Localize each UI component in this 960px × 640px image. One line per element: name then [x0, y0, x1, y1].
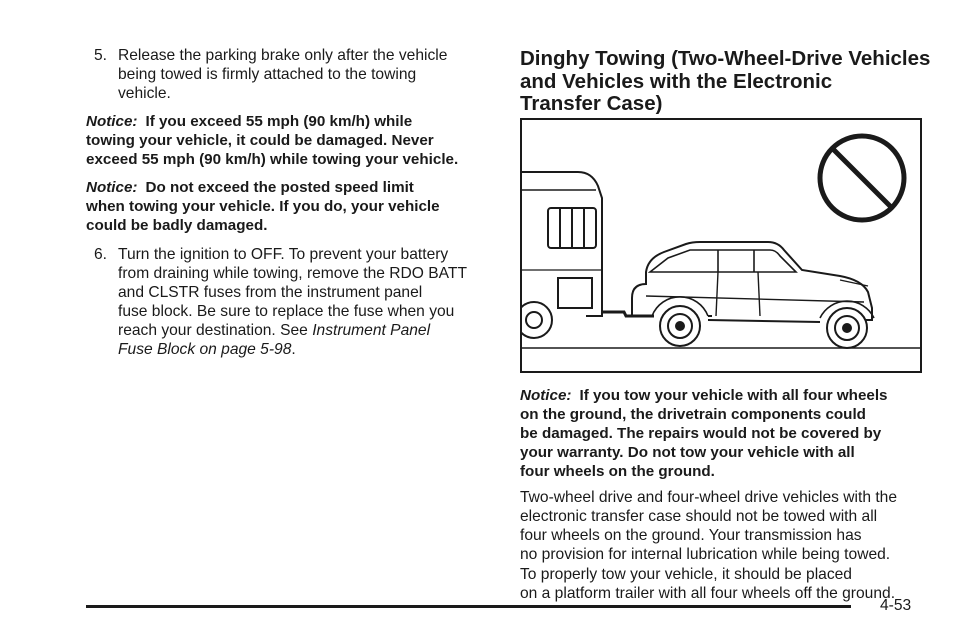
paragraph-line: To properly tow your vehicle, it should be placed [520, 565, 852, 583]
no-symbol-icon [820, 136, 904, 220]
notice-text-line: your warranty. Do not tow your vehicle with all [520, 443, 855, 461]
section-heading [520, 47, 931, 116]
step-text-line: fuse block. Be sure to replace the fuse when you [118, 303, 455, 320]
paragraph-line: electronic transfer case should not be towed with all [520, 507, 878, 525]
step-6 [86, 245, 486, 359]
tow-bar [602, 312, 654, 316]
notice-posted-speed-limit [86, 178, 486, 235]
notice-label: Notice: [86, 113, 138, 130]
notice-label: Notice: [86, 179, 138, 196]
paragraph-line: Two-wheel drive and four-wheel drive vehicles with the [520, 488, 898, 506]
heading-line: and Vehicles with the Electronic [520, 69, 833, 93]
heading-line: Dinghy Towing (Two-Wheel-Drive Vehicles [520, 47, 931, 70]
step-text-line: Release the parking brake only after the vehicle [118, 47, 448, 64]
notice-text-line: towing your vehicle, it could be damaged. Never [86, 132, 434, 149]
notice-text-line: four wheels on the ground. [520, 462, 715, 480]
notice-text-line: when towing your vehicle. If you do, your vehicle [86, 198, 440, 215]
step-text-line: being towed is firmly attached to the towing [118, 66, 417, 83]
page-number: 4-53 [880, 597, 912, 614]
notice-four-wheels-on-ground [520, 386, 922, 481]
paragraph-line: four wheels on the ground. Your transmission has [520, 527, 862, 545]
paragraph-line: on a platform trailer with all four wheels off the ground. [520, 584, 896, 602]
towed-suv [632, 242, 874, 348]
step-text-line: reach your destination. See [118, 322, 313, 339]
notice-text-line: be damaged. The repairs would not be covered by [520, 424, 882, 442]
step-5 [86, 46, 486, 103]
cross-reference-link[interactable]: Fuse Block on page 5-98 [118, 341, 292, 358]
footer-rule [86, 605, 851, 608]
step-text-punctuation: . [291, 341, 296, 358]
step-number: 5. [94, 47, 108, 64]
step-text-line: from draining while towing, remove the RDO BATT [118, 265, 467, 282]
step-text-line: vehicle. [118, 85, 171, 102]
notice-text-line: on the ground, the drivetrain components could [520, 405, 866, 423]
notice-label: Notice: [520, 386, 572, 404]
step-text-line: and CLSTR fuses from the instrument panel [118, 284, 423, 301]
notice-text-line: Do not exceed the posted speed limit [145, 179, 414, 196]
notice-text-line: exceed 55 mph (90 km/h) while towing your vehicle. [86, 151, 459, 168]
heading-line: Transfer Case) [520, 92, 663, 115]
paragraph-line: no provision for internal lubrication while being towed. [520, 546, 891, 564]
notice-text-line: could be badly damaged. [86, 217, 268, 234]
left-column [86, 0, 486, 359]
notice-text-line: If you tow your vehicle with all four wheels [579, 386, 888, 404]
step-number: 6. [94, 246, 108, 263]
cross-reference-link[interactable]: Instrument Panel [312, 322, 431, 339]
towing-paragraph [520, 488, 922, 604]
notice-text-line: If you exceed 55 mph (90 km/h) while [145, 113, 413, 130]
motorhome [522, 172, 602, 338]
towing-illustration [520, 118, 922, 373]
notice-speed-limit-55 [86, 112, 486, 169]
step-text-line: Turn the ignition to OFF. To prevent your battery [118, 246, 449, 263]
